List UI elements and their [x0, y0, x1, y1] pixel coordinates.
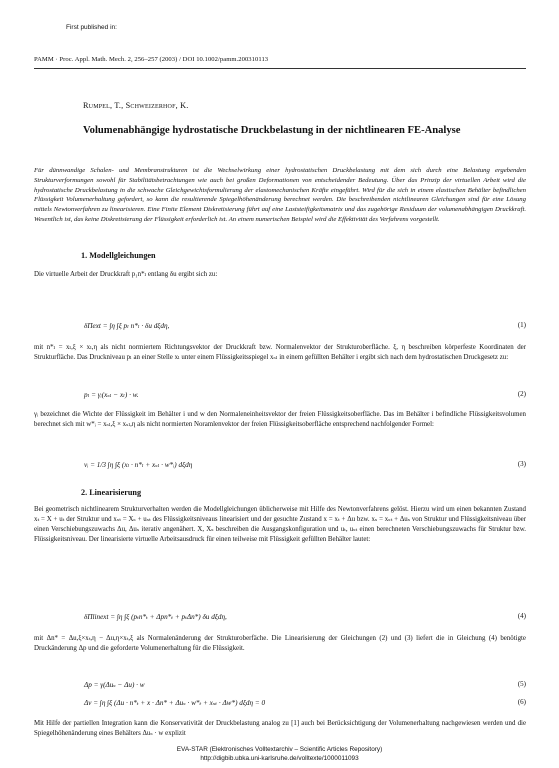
paragraph: Mit Hilfe der partiellen Integration kann die Konservativität der Druckbelastung analog zu [1] auch bei Berücksichtigung der Volumenerhaltung nachgewiesen werden und die Spiegelhöhenänderung eines Behälters Δuₛ · w explizit — [34, 720, 526, 737]
footer-repository: EVA-STAR (Elektronisches Volltextarchiv – Scientific Articles Repository) — [176, 746, 383, 753]
paragraph: Die virtuelle Arbeit der Druckkraft p₁n*ₗ entlang δu ergibt sich zu: — [34, 271, 218, 278]
footer-url[interactable]: http://digbib.ubka.uni-karlsruhe.de/volltexte/1000011093 — [200, 755, 359, 762]
paragraph: Bei geometrisch nichtlinearem Strukturverhalten werden die Modellgleichungen üblicherweise mit Hilfe des Newtonverfahrens gelöst. Hierzu wird um einen bekannten Zustand xₜ = X + uₜ der Struktur und xₛₜ = Xₛ + uₛₜ des Flüssigkeitsniveaus linearisiert und der gesuchte Zustand x = xₜ + Δu bzw. xₛ = xₛₜ + Δuₛ von Struktur und Flüssigkeitsniveau über einen Verschiebungszuwachs Δu, Δuₛ iterativ angenähert. X, Xₛ beschreiben die Ausgangskonfiguration und uₜ, uₛₜ einen berechneten Verschiebungszuwachs für Struktur bzw. Flüssigkeitsniveau. Der linearisierte virtuelle Arbeitsausdruck für einen teilweise mit Flüssigkeit gefüllten Behälter lautet: — [34, 506, 526, 543]
authors: Rumpel, T., Schweizerhof, K. — [83, 101, 189, 110]
equation-4: δΠlinext = ∫η ∫ξ (pₜn*ₜ + Δpn*ₜ + pₜΔn*) δu dξdη, — [84, 613, 227, 621]
paper-title: Volumenabhängige hydrostatische Druckbelastung in der nichtlinearen FE-Analyse — [83, 125, 461, 136]
equation-number-2: (2) — [517, 390, 526, 398]
equation-number-6: (6) — [517, 698, 526, 706]
abstract: Für dünnwandige Schalen- und Membranstrukturen ist die Wechselwirkung einer hydrostatischen Druckbelastung mit dem sich durch eine Belastung ergebenden Strukturverformungen sowohl für Stabilitätsbetrachtungen wie auch bei großen Deformationen von entscheidender Bedeutung. Über das Prinzip der virtuellen Arbeit wird die hydrostatische Druckbelastung in die schwache Gleichgewichtsformulierung der elastomechanischen Kräfte eingeführt. Wird für die sich in einem elastischen Behälter befindlichen Flüssigkeit Volumenerhaltung gefordert, so kann die resultierende Spiegelhöhenänderung berechnet werden. Die beschreibenden nichtlinearen Gleichungen sind für eine Lösung mittels Newtonverfahren zu linearisieren. Eine Finite Element Diskretisierung führt auf eine Laststeifigkeitsmatrix und das zugehörige Residuum der volumenabhängigen Druckkraft. Wesentlich ist, das keine Diskretisierung der Flüssigkeit erforderlich ist. An einem numerischen Beispiel wird die Effektivität des Verfahrens vorgestellt. — [34, 167, 526, 223]
equation-3: vᵢ = 1/3 ∫η ∫ξ (xₗ · n*ₗ + xₛₗ · w*ᵢ) dξdη — [84, 461, 193, 469]
equation-1: δΠext = ∫η ∫ξ pₗ n*ₗ · δu dξdη, — [84, 322, 170, 330]
section-heading-2: 2. Linearisierung — [81, 488, 142, 497]
equation-number-1: (1) — [517, 321, 526, 329]
header-rule — [34, 68, 526, 69]
equation-number-4: (4) — [517, 612, 526, 620]
paragraph: mit Δn* = Δu,ξ×xₜ,η − Δu,η×xₜ,ξ als Normalenänderung der Strukturoberfäche. Die Linearisierung der Gleichungen (2) und (3) liefert die in Gleichung (4) benötigte Druckänderung Δp und die geforderte Volumenerhaltung für die Flüssigkeit. — [34, 635, 526, 652]
section-heading-1: 1. Modellgleichungen — [81, 251, 156, 260]
equation-number-3: (3) — [517, 460, 526, 468]
journal-citation: PAMM · Proc. Appl. Math. Mech. 2, 256–257 (2003) / DOI 10.1002/pamm.200310113 — [34, 56, 269, 63]
equation-2: pₗ = γᵢ(xₛₗ − xₗ) · w. — [84, 391, 139, 399]
equation-number-5: (5) — [517, 680, 526, 688]
equation-5: Δp = γ(Δuₛ − Δu) · w — [84, 681, 145, 689]
paragraph: mit n*ₗ = xₗ,ξ × xₗ,η als nicht normiertem Richtungsvektor der Druckkraft bzw. Normalenvektor der Strukturoberfläche. ξ, η beschreiben körperfeste Koordinaten der Strukturfläche. Das Druckniveau pₗ an einer Stelle xₗ unter einem Flüssigkeitsspiegel xₛₗ in einem gefüllten Behälter i ergibt sich nach dem hydrostatischen Druckgesetz zu: — [34, 344, 526, 361]
paragraph: γᵢ bezeichnet die Wichte der Flüssigkeit im Behälter i und w den Normaleneinheitsvektor der freien Flüssigkeitsoberfläche. Das im Behälter i befindliche Flüssigkeitsvolumen berechnet sich mit w*ᵢ = xₛₗ,ξ × xₛₗ,η als nicht normierten Noramlenvektor der freien Flüssigkeitsoberfläche entsprechend nachfolgender Formel: — [34, 411, 526, 428]
equation-6: Δv = ∫η ∫ξ (Δu · n*ₜ + x · Δn* + Δuₛ · w*ₜ + xₛₜ · Δw*) dξdη = 0 — [84, 699, 266, 707]
first-published-label: First published in: — [66, 24, 117, 31]
